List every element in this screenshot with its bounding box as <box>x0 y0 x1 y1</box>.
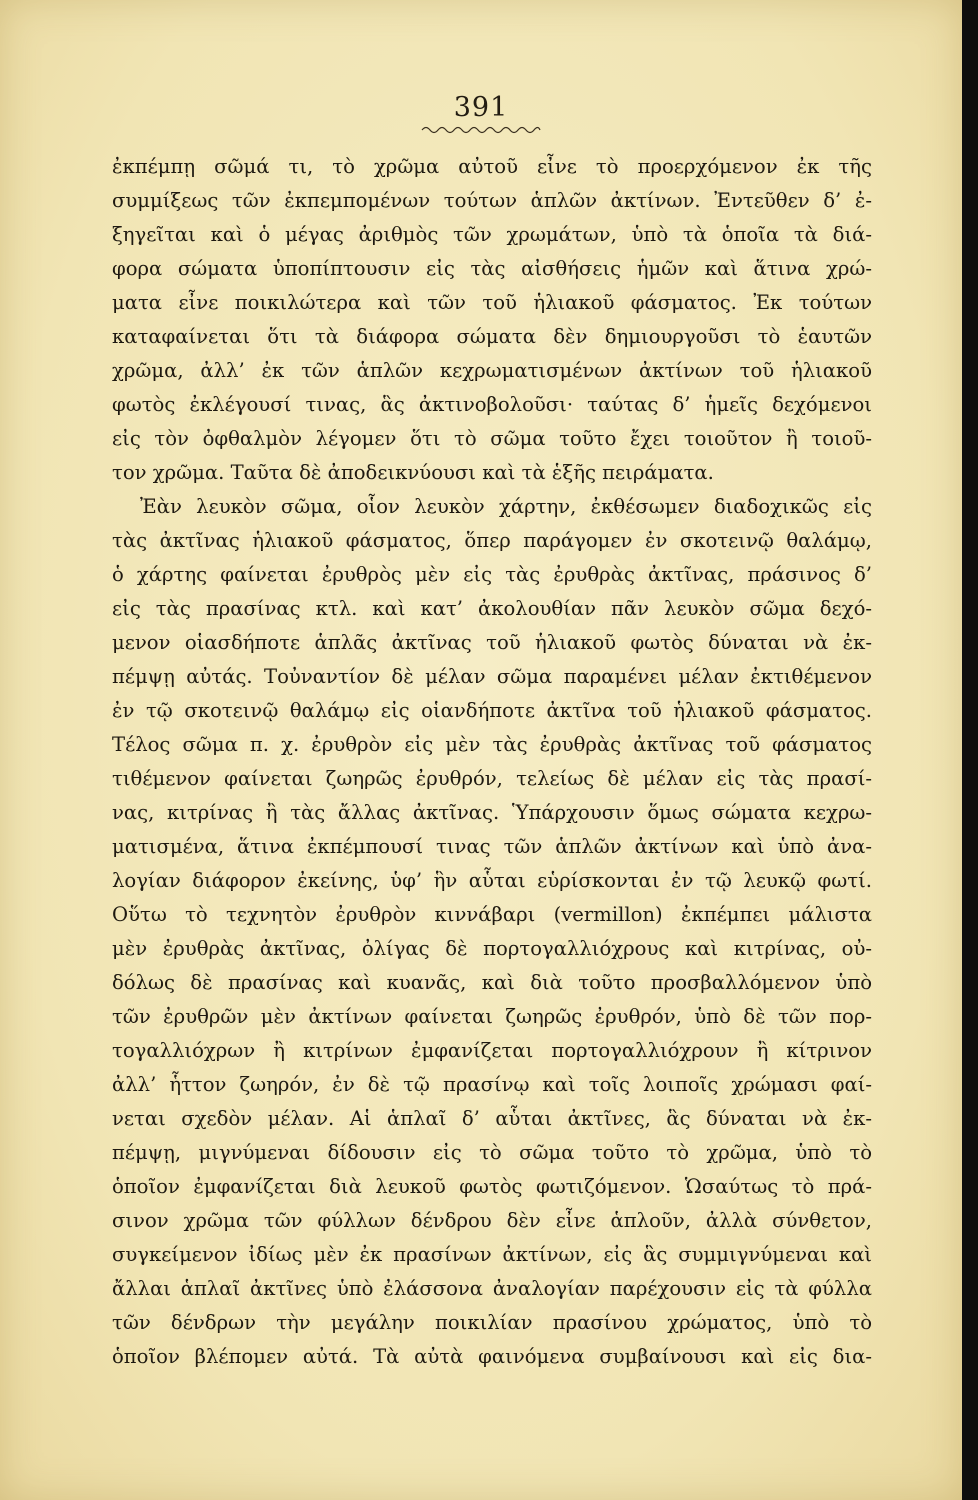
scan-edge <box>962 0 978 1500</box>
text-line: πέμψῃ αὐτάς. Τοὐναντίον δὲ μέλαν σῶμα παραμένει μέλαν ἐκτιθέμενον <box>112 665 872 688</box>
text-line: ματισμένα, ἅτινα ἐκπέμπουσί τινας τῶν ἁπλῶν ἀκτίνων καὶ ὑπὸ ἀνα- <box>112 835 872 858</box>
text-line: τογαλλιόχρων ἢ κιτρίνων ἐμφανίζεται πορτογαλλιόχρουν ἢ κίτρινον <box>112 1039 872 1062</box>
text-line: τῶν δένδρων τὴν μεγάλην ποικιλίαν πρασίνου χρώματος, ὑπὸ τὸ <box>112 1311 872 1334</box>
text-line: ὁ χάρτης φαίνεται ἐρυθρὸς μὲν εἰς τὰς ἐρυθρὰς ἀκτῖνας, πράσινος δ’ <box>112 563 872 586</box>
text-line: νεται σχεδὸν μέλαν. Αἱ ἁπλαῖ δ’ αὗται ἀκτῖνες, ἃς δύναται νὰ ἐκ- <box>112 1107 872 1130</box>
text-line: φωτὸς ἐκλέγουσί τινας, ἃς ἀκτινοβολοῦσι· ταύτας δ’ ἡμεῖς δεχόμενοι <box>112 393 872 416</box>
text-line: συγκείμενον ἰδίως μὲν ἐκ πρασίνων ἀκτίνων, εἰς ἃς συμμιγνύμεναι καὶ <box>112 1243 872 1266</box>
text-line: ἀλλ’ ἧττον ζωηρόν, ἐν δὲ τῷ πρασίνῳ καὶ τοῖς λοιποῖς χρώμασι φαί- <box>112 1073 872 1096</box>
wavy-rule-ornament <box>420 124 542 136</box>
text-line: Ἐὰν λευκὸν σῶμα, οἷον λευκὸν χάρτην, ἐκθέσωμεν διαδοχικῶς εἰς <box>140 495 872 518</box>
text-line: μὲν ἐρυθρὰς ἀκτῖνας, ὀλίγας δὲ πορτογαλλιόχρους καὶ κιτρίνας, οὐ- <box>112 937 872 960</box>
text-line: ἐκπέμπῃ σῶμά τι, τὸ χρῶμα αὐτοῦ εἶνε τὸ προερχόμενον ἐκ τῆς <box>112 155 872 178</box>
text-line: συμμίξεως τῶν ἐκπεμπομένων τούτων ἁπλῶν ἀκτίνων. Ἐντεῦθεν δ’ ἐ- <box>112 189 872 212</box>
text-line: μενον οἱασδήποτε ἁπλᾶς ἀκτῖνας τοῦ ἡλιακοῦ φωτὸς δύναται νὰ ἐκ- <box>112 631 872 654</box>
body-text <box>112 150 872 1374</box>
text-line: καταφαίνεται ὅτι τὰ διάφορα σώματα δὲν δημιουργοῦσι τὸ ἑαυτῶν <box>112 325 872 348</box>
text-line: σινον χρῶμα τῶν φύλλων δένδρου δὲν εἶνε ἁπλοῦν, ἀλλὰ σύνθετον, <box>112 1209 872 1232</box>
text-line: ματα εἶνε ποικιλώτερα καὶ τῶν τοῦ ἡλιακοῦ φάσματος. Ἐκ τούτων <box>112 291 872 314</box>
text-line: Τέλος σῶμα π. χ. ἐρυθρὸν εἰς μὲν τὰς ἐρυθρὰς ἀκτῖνας τοῦ φάσματος <box>112 733 872 756</box>
text-line: χρῶμα, ἀλλ’ ἐκ τῶν ἁπλῶν κεχρωματισμένων ἀκτίνων τοῦ ἡλιακοῦ <box>112 359 872 382</box>
text-line: πέμψῃ, μιγνύμεναι δίδουσιν εἰς τὸ σῶμα τοῦτο τὸ χρῶμα, ὑπὸ τὸ <box>112 1141 872 1164</box>
text-line: τιθέμενον φαίνεται ζωηρῶς ἐρυθρόν, τελείως δὲ μέλαν εἰς τὰς πρασί- <box>112 767 872 790</box>
text-line: ξηγεῖται καὶ ὁ μέγας ἀριθμὸς τῶν χρωμάτων, ὑπὸ τὰ ὁποῖα τὰ διά- <box>112 223 872 246</box>
text-line: τον χρῶμα. Ταῦτα δὲ ἀποδεικνύουσι καὶ τὰ ἑξῆς πειράματα. <box>112 461 714 484</box>
text-line: εἰς τὸν ὀφθαλμὸν λέγομεν ὅτι τὸ σῶμα τοῦτο ἔχει τοιοῦτον ἢ τοιοῦ- <box>112 427 872 450</box>
text-line: φορα σώματα ὑποπίπτουσιν εἰς τὰς αἰσθήσεις ἡμῶν καὶ ἅτινα χρώ- <box>112 257 872 280</box>
page-number: 391 <box>453 92 509 123</box>
text-line: τὰς ἀκτῖνας ἡλιακοῦ φάσματος, ὅπερ παράγομεν ἐν σκοτεινῷ θαλάμῳ, <box>112 529 872 552</box>
text-line: λογίαν διάφορον ἐκείνης, ὑφ’ ἣν αὗται εὑρίσκονται ἐν τῷ λευκῷ φωτί. <box>112 869 872 892</box>
text-line: Οὕτω τὸ τεχνητὸν ἐρυθρὸν κιννάβαρι (vermillon) ἐκπέμπει μάλιστα <box>112 903 872 926</box>
text-line: εἰς τὰς πρασίνας κτλ. καὶ κατ’ ἀκολουθίαν πᾶν λευκὸν σῶμα δεχό- <box>112 597 872 620</box>
text-line: νας, κιτρίνας ἢ τὰς ἄλλας ἀκτῖνας. Ὑπάρχουσιν ὅμως σώματα κεχρω- <box>112 801 872 824</box>
text-line: ἄλλαι ἁπλαῖ ἀκτῖνες ὑπὸ ἐλάσσονα ἀναλογίαν παρέχουσιν εἰς τὰ φύλλα <box>112 1277 872 1300</box>
text-line: ὁποῖον βλέπομεν αὐτά. Τὰ αὐτὰ φαινόμενα συμβαίνουσι καὶ εἰς δια- <box>112 1345 872 1368</box>
text-line: δόλως δὲ πρασίνας καὶ κυανᾶς, καὶ διὰ τοῦτο προσβαλλόμενον ὑπὸ <box>112 971 872 994</box>
text-line: ὁποῖον ἐμφανίζεται διὰ λευκοῦ φωτὸς φωτιζόμενον. Ὡσαύτως τὸ πρά- <box>112 1175 872 1198</box>
text-line: τῶν ἐρυθρῶν μὲν ἀκτίνων φαίνεται ζωηρῶς ἐρυθρόν, ὑπὸ δὲ τῶν πορ- <box>112 1005 872 1028</box>
text-line: ἐν τῷ σκοτεινῷ θαλάμῳ εἰς οἱανδήποτε ἀκτῖνα τοῦ ἡλιακοῦ φάσματος. <box>112 699 872 722</box>
